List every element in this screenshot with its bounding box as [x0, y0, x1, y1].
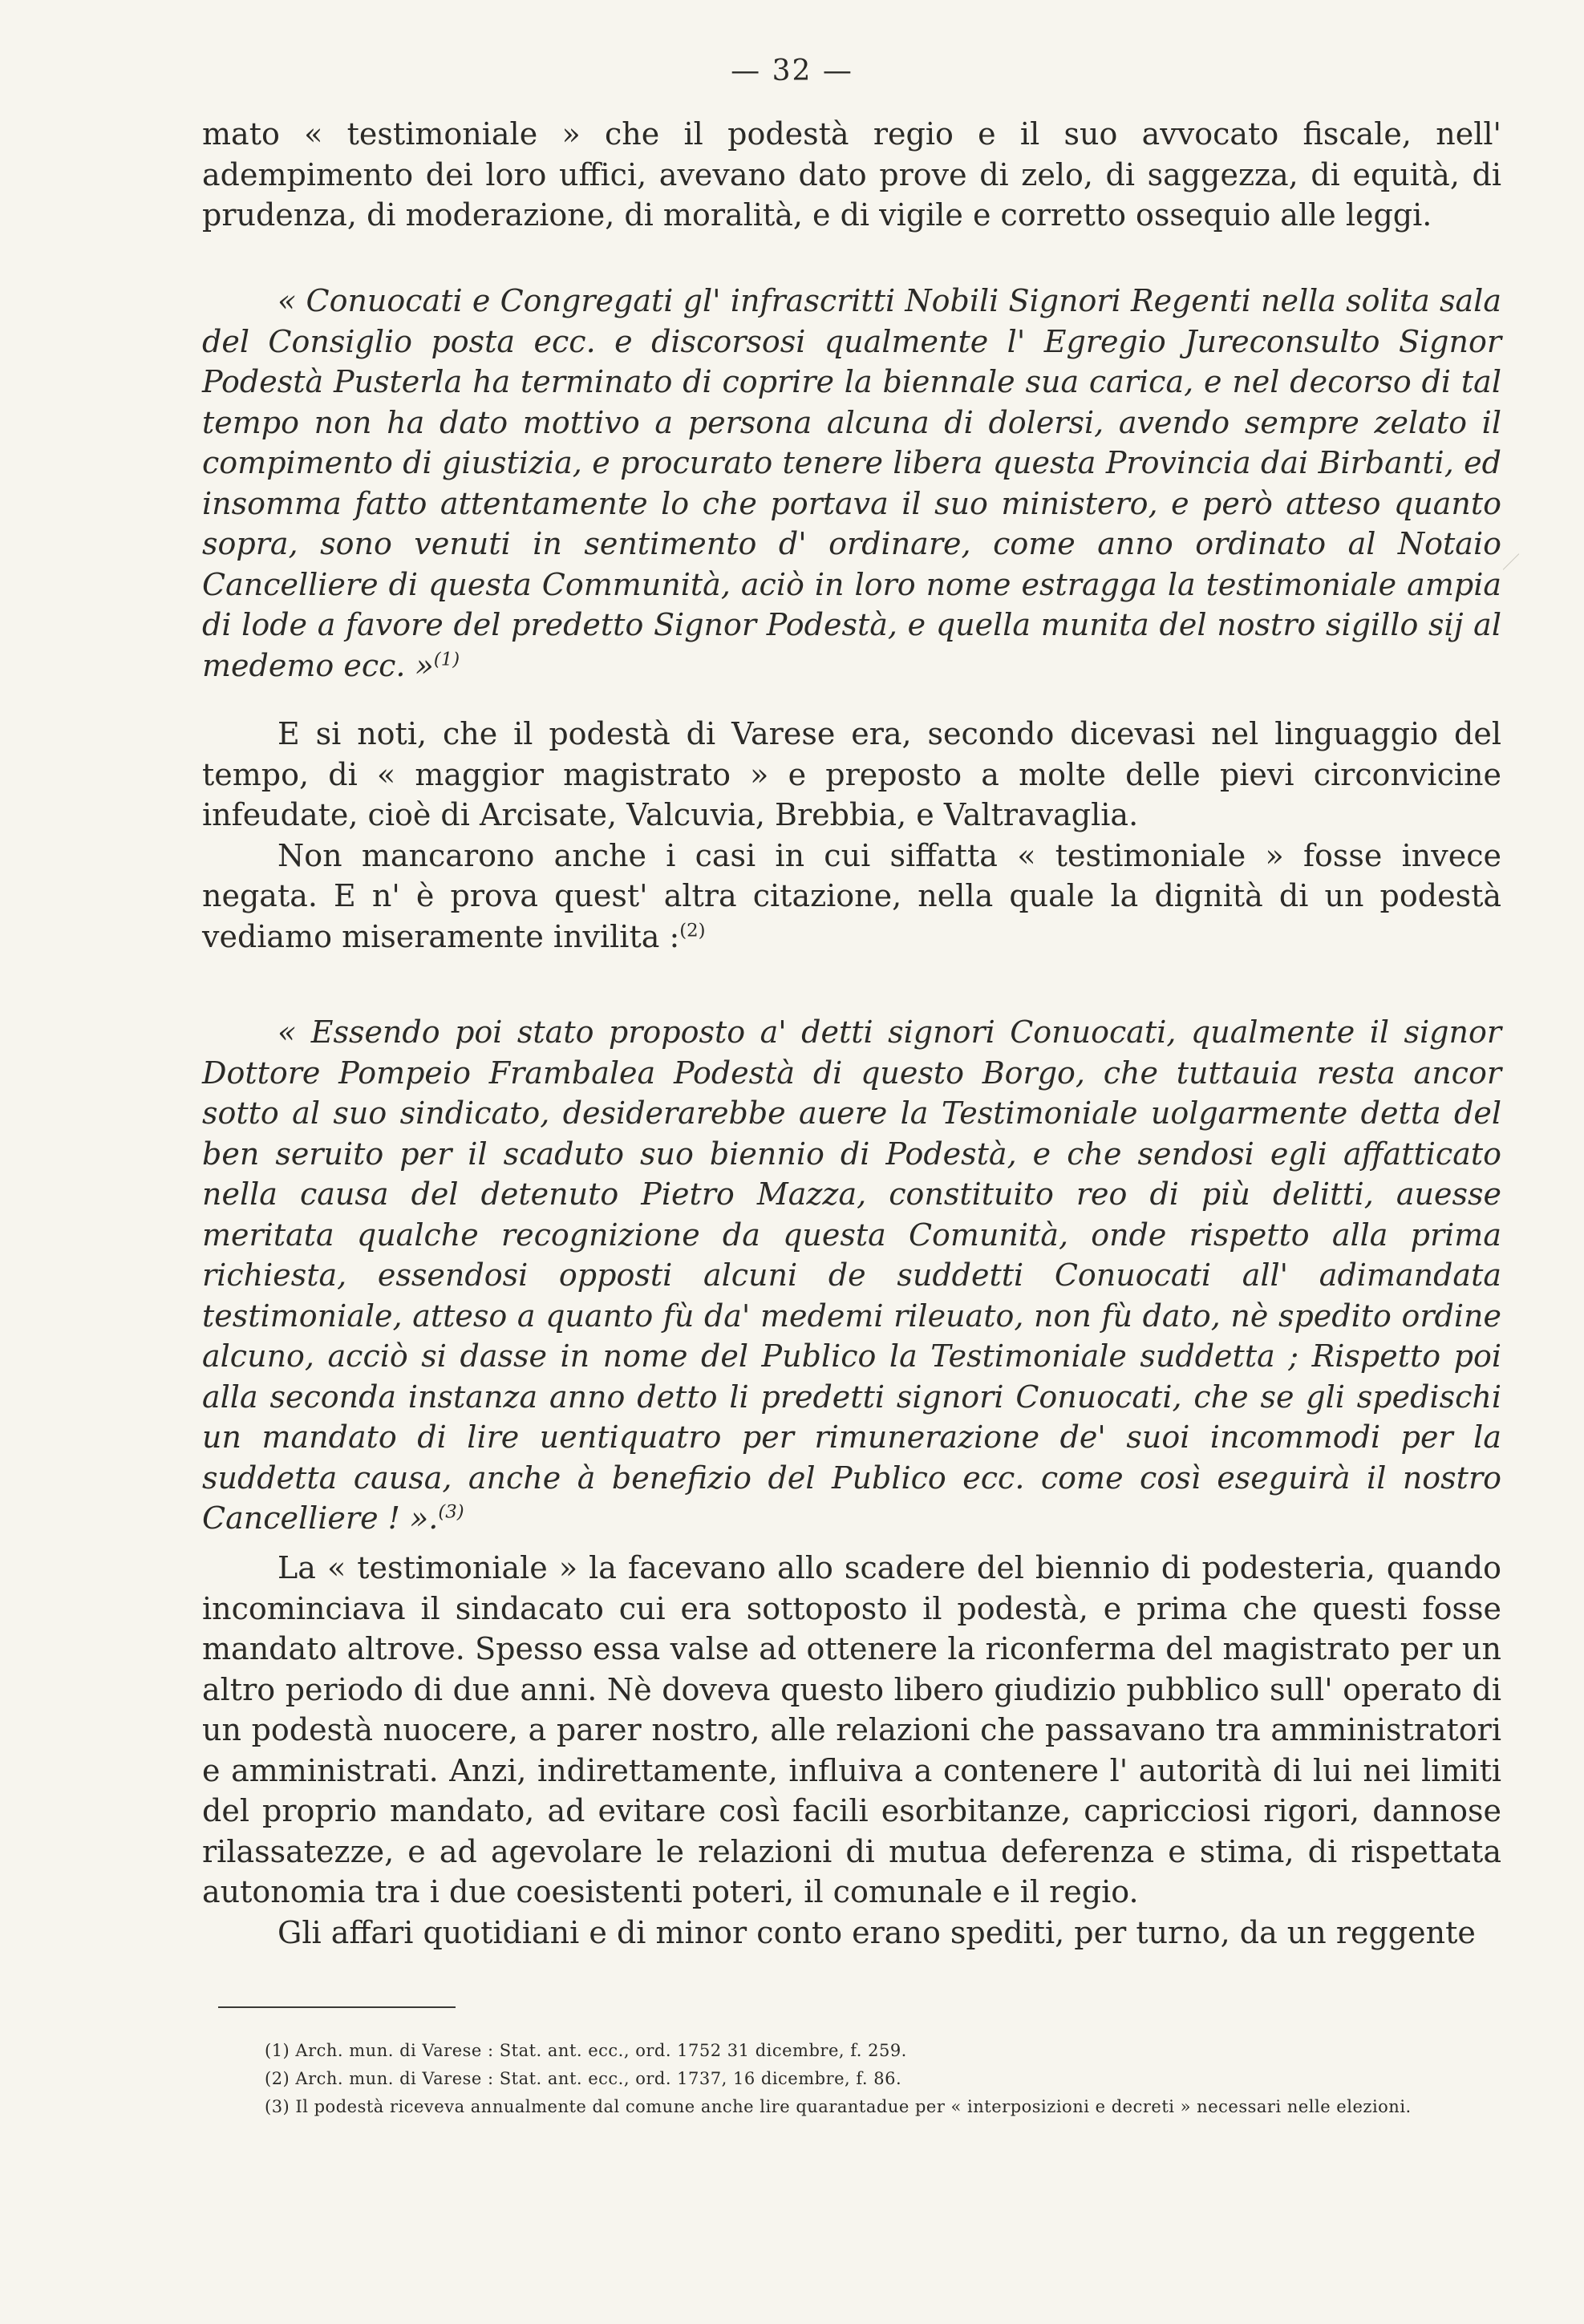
- quotation-1-block: [202, 281, 1501, 686]
- paragraph-1-block: [202, 114, 1501, 236]
- paragraph-4: La « testimoniale » la facevano allo scadere del biennio di podesteria, quando incominciava il sindacato cui era sottoposto il podestà, e prima che questi fosse mandato altrove. Spesso essa valse ad ottenere la riconferma del magistrato per un altro periodo di due anni. Nè doveva questo libero giudizio pubblico sull' operato di un podestà nuocere, a parer nostro, alle relazioni che passavano tra amministratori e amministrati. Anzi, indirettamente, influiva a contenere l' autorità di lui nei limiti del proprio mandato, ad evitare così facili esorbitanze, capricciosi rigori, dannose rilassatezze, e ad agevolare le relazioni di mutua deferenza e stima, di rispettata autonomia tra i due coesistenti poteri, il comunale e il regio.: [202, 1550, 1501, 1909]
- footnote-ref-2[interactable]: (2): [679, 919, 706, 941]
- paragraph-4-block: [202, 1548, 1501, 1953]
- quotation-2-block: [202, 1012, 1501, 1539]
- page-number: — 32 —: [731, 55, 853, 87]
- footnote-3: (3) Il podestà riceveva annualmente dal comune anche lire quarantadue per « interposizioni e decreti » necessari nelle elezioni.: [265, 2097, 1412, 2116]
- paragraph-2: E si noti, che il podestà di Varese era, secondo dicevasi nel linguaggio del tempo, di « maggior magistrato » e preposto a molte delle pievi circonvicine infeudate, cioè di Arcisate, Valcuvia, Brebbia, e Valtravaglia.: [202, 716, 1501, 832]
- quotation-1: « Conuocati e Congregati gl' infrascritti Nobili Signori Regenti nella solita sala del Consiglio posta ecc. e discorsosi qualmente l' Egregio Jureconsulto Signor Podestà Pusterla ha terminato di coprire la biennale sua carica, e nel decorso di tal tempo non ha dato mottivo a persona alcuna di dolersi, avendo sempre zelato il compimento di giustizia, e procurato tenere libera questa Provincia dai Birbanti, ed insomma fatto attentamente lo che portava il suo ministero, e però atteso quanto sopra, sono venuti in sentimento d' ordinare, come anno ordinato al Notaio Cancelliere di questa Communità, aciò in loro nome estragga la testimoniale ampia di lode a favore del predetto Signor Podestà, e quella munita del nostro sigillo sij al medemo ecc. »: [202, 283, 1501, 683]
- footnote-ref-3[interactable]: (3): [438, 1501, 464, 1523]
- footnote-1: (1) Arch. mun. di Varese : Stat. ant. ecc., ord. 1752 31 dicembre, f. 259.: [265, 2041, 907, 2060]
- paragraph-2-block: [202, 714, 1501, 957]
- paragraph-1: mato « testimoniale » che il podestà regio e il suo avvocato fiscale, nell' adempimento dei loro uffici, avevano dato prove di zelo, di saggezza, di equità, di prudenza, di moderazione, di moralità, e di vigile e corretto ossequio alle leggi.: [202, 116, 1501, 233]
- paragraph-3: Non mancarono anche i casi in cui siffatta « testimoniale » fosse invece negata. E n' è prova quest' altra citazione, nella quale la dignità di un podestà vediamo miseramente invilita :: [202, 837, 1501, 954]
- footnote-divider: [218, 2006, 456, 2008]
- footnotes: [265, 2037, 1516, 2121]
- footnote-2: (2) Arch. mun. di Varese : Stat. ant. ecc., ord. 1737, 16 dicembre, f. 86.: [265, 2069, 902, 2088]
- quotation-2: « Essendo poi stato proposto a' detti signori Conuocati, qualmente il signor Dottore Pompeio Frambalea Podestà di questo Borgo, che tuttauia resta ancor sotto al suo sindicato, desiderarebbe auere la Testimoniale uolgarmente detta del ben seruito per il scaduto suo biennio di Podestà, e che sendosi egli affatticato nella causa del detenuto Pietro Mazza, constituito reo di più delitti, auesse meritata qualche recognizione da questa Comunità, onde rispetto alla prima richiesta, essendosi opposti alcuni de suddetti Conuocati all' adimandata testimoniale, atteso a quanto fù da' medemi rileuato, non fù dato, nè spedito ordine alcuno, acciò si dasse in nome del Publico la Testimoniale suddetta ; Rispetto poi alla seconda instanza anno detto li predetti signori Conuocati, che se gli spedischi un mandato di lire uentiquatro per rimunerazione de' suoi incommodi per la suddetta causa, anche à benefizio del Publico ecc. come così eseguirà il nostro Cancelliere ! ».: [202, 1014, 1501, 1536]
- pencil-mark: [1503, 553, 1520, 570]
- footnote-ref-1[interactable]: (1): [433, 648, 460, 670]
- paragraph-5: Gli affari quotidiani e di minor conto erano spediti, per turno, da un reggente: [278, 1914, 1476, 1950]
